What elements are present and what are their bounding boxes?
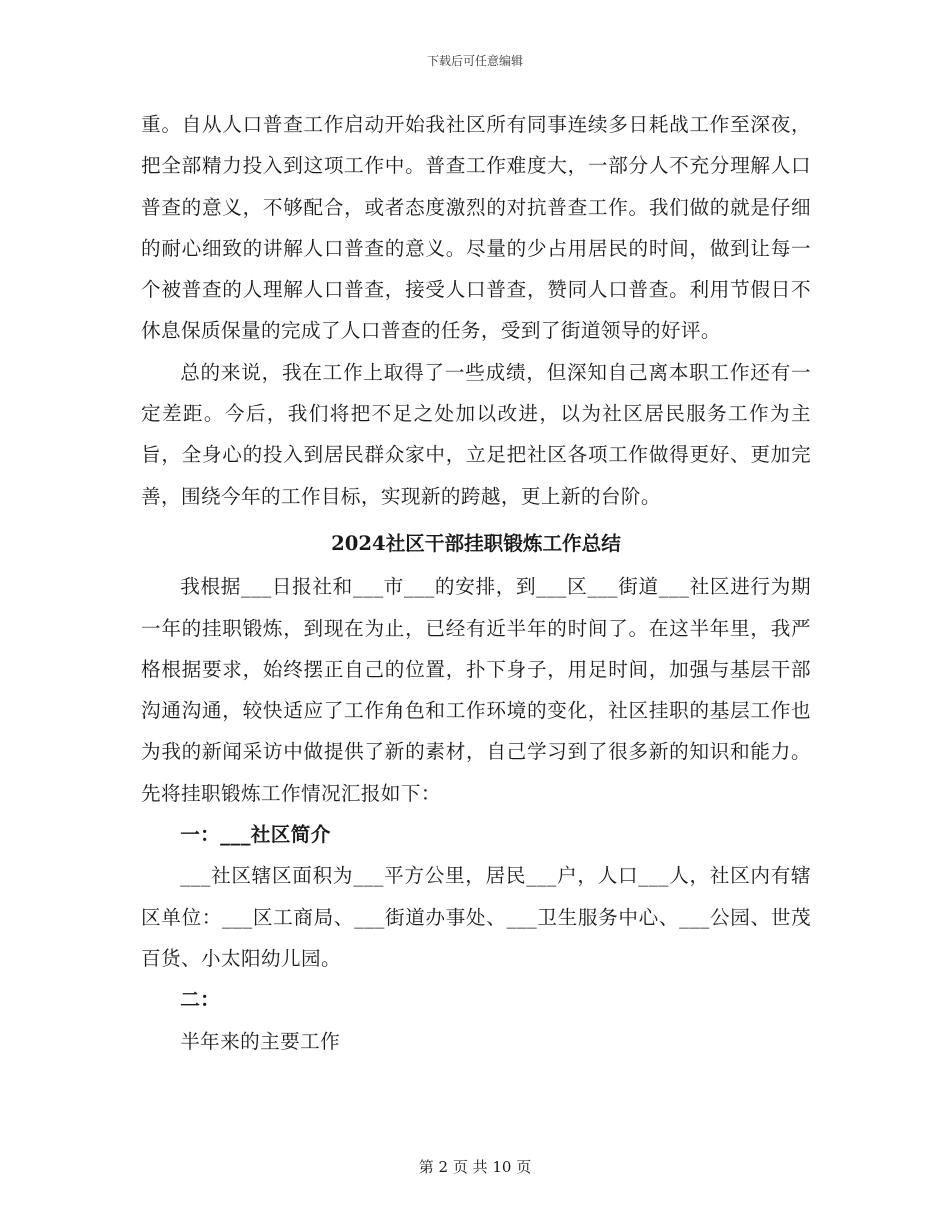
- heading-community-intro: 一：___社区简介: [180, 823, 331, 847]
- page-header: 下载后可任意编辑: [426, 54, 523, 68]
- heading-two: 二：: [180, 988, 221, 1012]
- paragraph-community-details: ___社区辖区面积为___平方公里，居民___户，人口___人，社区内有辖区单位：___区工商局、___街道办事处、___卫生服务中心、___公园、世茂百货、小太阳幼儿园。: [141, 864, 811, 970]
- paragraph-census-continued: 重。自从人口普查工作启动开始我社区所有同事连续多日耗战工作至深夜，把全部精力投入到这项工作中。普查工作难度大，一部分人不充分理解人口普查的意义，不够配合，或者态度激烈的对抗普查工作。我们做的就是仔细的耐心细致的讲解人口普查的意义。尽量的少占用居民的时间，做到让每一个被普查的人理解人口普查，接受人口普查，赞同人口普查。利用节假日不休息保质保量的完成了人口普查的任务，受到了街道领导的好评。: [141, 113, 811, 343]
- document-body: [141, 104, 811, 1062]
- paragraph-main-work: 半年来的主要工作: [180, 1029, 341, 1053]
- section-title: 2024社区干部挂职锻炼工作总结: [331, 531, 621, 555]
- paragraph-summary: 总的来说，我在工作上取得了一些成绩，但深知自己离本职工作还有一定差距。今后，我们将把不足之处加以改进，以为社区居民服务工作为主旨，全身心的投入到居民群众家中，立足把社区各项工作做得更好、更加完善，围绕今年的工作目标，实现新的跨越，更上新的台阶。: [141, 360, 811, 508]
- paragraph-intro: 我根据___日报社和___市___的安排，到___区___街道___社区进行为期一年的挂职锻炼，到现在为止，已经有近半年的时间了。在这半年里，我严格根据要求，始终摆正自己的位置，扑下身子，用足时间，加强与基层干部沟通沟通，较快适应了工作角色和工作环境的变化，社区挂职的基层工作也为我的新闻采访中做提供了新的素材，自己学习到了很多新的知识和能力。先将挂职锻炼工作情况汇报如下：: [141, 575, 811, 805]
- page-footer: 第 2 页 共 10 页: [418, 1158, 532, 1176]
